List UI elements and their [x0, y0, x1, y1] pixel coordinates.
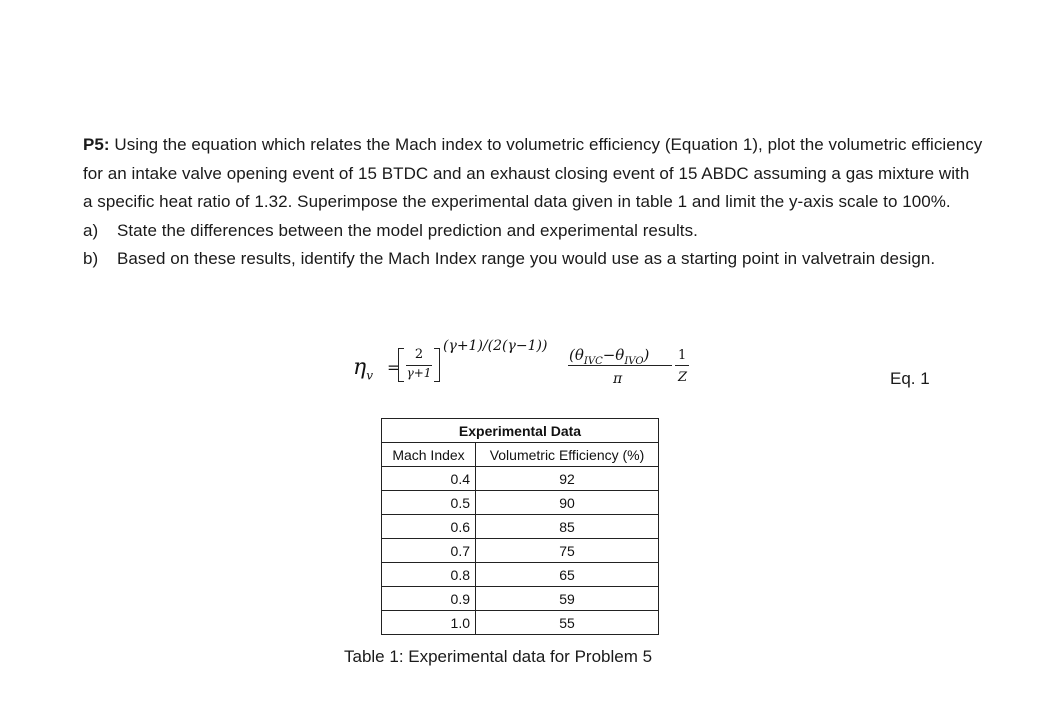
mach-index-cell: 0.6: [382, 515, 476, 539]
efficiency-cell: 92: [476, 467, 659, 491]
efficiency-cell: 85: [476, 515, 659, 539]
problem-intro: [83, 131, 983, 217]
efficiency-cell: 65: [476, 563, 659, 587]
item-text: State the differences between the model prediction and experimental results.: [117, 220, 698, 240]
equation-1: [353, 334, 713, 396]
table-row: [382, 467, 659, 491]
table-title: Experimental Data: [382, 419, 659, 443]
theta-difference: $(\theta_{IVC}-\theta_{IVO})$: [569, 346, 650, 367]
table-caption: Table 1: Experimental data for Problem 5: [344, 647, 653, 666]
problem-item-a: [83, 217, 983, 246]
mach-index-cell: 0.7: [382, 539, 476, 563]
bracket-numerator: 2: [414, 347, 424, 362]
efficiency-cell: 55: [476, 611, 659, 635]
item-marker: b): [83, 249, 99, 269]
table-row: [382, 539, 659, 563]
equals-sign: =: [387, 358, 401, 377]
table-row: [382, 611, 659, 635]
equation-label: Eq. 1: [890, 369, 930, 388]
eta-symbol: $\eta_v$: [353, 355, 373, 383]
z-denominator: Z: [678, 370, 688, 385]
problem-text: Using the equation which relates the Mach index to volumetric efficiency (Equation 1), plot the volumetric efficiency for an intake valve opening event of 15 BTDC and an exhaust closing event of 15 ABDC assuming a gas mixture with a specific heat ratio of 1.32. Superimpose the experimental data given in table 1 and limit the y-axis scale to 100%.: [83, 135, 983, 212]
mach-index-cell: 0.9: [382, 587, 476, 611]
table-row: [382, 587, 659, 611]
exponent: (γ+1)/(2(γ−1)): [443, 338, 548, 354]
problem-item-b: [83, 245, 983, 274]
bracket-denominator: γ+1: [406, 366, 432, 380]
column-header: Mach Index: [382, 443, 476, 467]
problem-id: P5:: [83, 135, 110, 154]
bracket-fraction: [398, 348, 440, 382]
item-text: Based on these results, identify the Mach Index range you would use as a starting point in valvetrain design.: [117, 249, 936, 269]
efficiency-cell: 90: [476, 491, 659, 515]
mach-index-cell: 1.0: [382, 611, 476, 635]
table-row: [382, 563, 659, 587]
mach-index-cell: 0.8: [382, 563, 476, 587]
experimental-data-table: [381, 418, 659, 635]
column-header: Volumetric Efficiency (%): [476, 443, 659, 467]
item-marker: a): [83, 220, 99, 240]
table-row: [382, 515, 659, 539]
table-row: [382, 491, 659, 515]
pi-symbol: π: [613, 371, 623, 387]
problem-statement: [83, 131, 983, 274]
mach-index-cell: 0.4: [382, 467, 476, 491]
mach-index-cell: 0.5: [382, 491, 476, 515]
one-numerator: 1: [678, 348, 687, 363]
efficiency-cell: 75: [476, 539, 659, 563]
efficiency-cell: 59: [476, 587, 659, 611]
